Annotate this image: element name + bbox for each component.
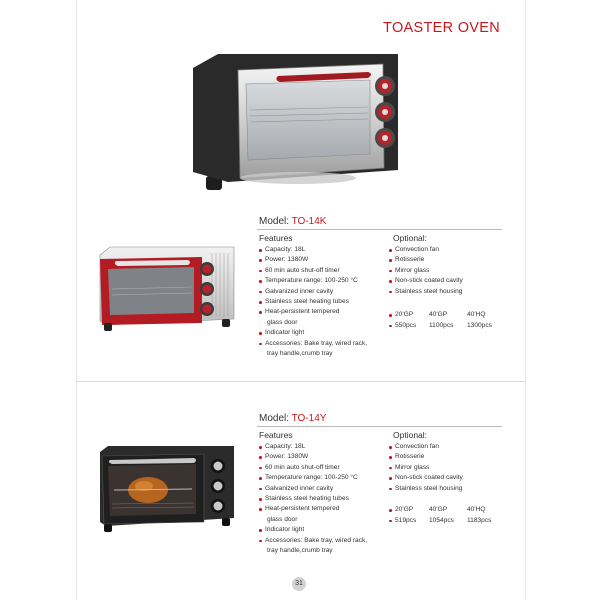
shipping-header: 40'GP [429, 506, 448, 513]
feature-item: Indicator light [259, 525, 389, 535]
optional-list [389, 442, 509, 494]
shipping-header-row [389, 505, 507, 516]
feature-item: Accessories: Bake tray, wired rack, tray handle,crumb tray [259, 536, 389, 557]
feature-item: Stainless steel heating tubes [259, 297, 389, 307]
shipping-table [389, 310, 507, 331]
feature-item: Indicator light [259, 328, 389, 338]
shipping-value: 1100pcs [429, 321, 454, 329]
optional-item: Rotisserie [389, 452, 509, 462]
page-number: 31 [292, 577, 306, 591]
shipping-value: 550pcs [395, 321, 417, 329]
feature-item: Capacity: 18L [259, 245, 389, 255]
feature-item: Accessories: Bake tray, wired rack, tray handle,crumb tray [259, 339, 389, 360]
feature-item: Heat-persistent tempered glass door [259, 504, 389, 525]
feature-item: 60 min auto shut-off timer [259, 266, 389, 276]
feature-item: Power: 1380W [259, 452, 389, 462]
model-code: TO-14Y [291, 413, 327, 424]
optional-list [389, 245, 509, 297]
feature-item: Galvanized inner cavity [259, 484, 389, 494]
features-list [259, 245, 389, 359]
shipping-header: 40'HQ [467, 311, 486, 318]
feature-item: Galvanized inner cavity [259, 287, 389, 297]
model-label: Model: [259, 413, 290, 424]
features-list [259, 442, 389, 556]
shipping-header-row [389, 310, 507, 321]
model-heading [259, 413, 326, 424]
shipping-value: 1054pcs [429, 516, 454, 524]
shipping-header: 40'HQ [467, 506, 486, 513]
feature-item: Stainless steel heating tubes [259, 494, 389, 504]
model-label: Model: [259, 216, 290, 227]
shipping-value: 1300pcs [467, 321, 492, 329]
feature-item: Power: 1380W [259, 255, 389, 265]
optional-heading: Optional: [393, 430, 428, 440]
optional-item: Rotisserie [389, 255, 509, 265]
optional-item: Stainless steel housing [389, 287, 509, 297]
shipping-value: 1183pcs [467, 516, 492, 524]
features-heading: Features [259, 233, 293, 243]
shipping-header: 40'GP [429, 311, 448, 318]
optional-heading: Optional: [393, 233, 428, 243]
features-heading: Features [259, 430, 293, 440]
optional-item: Non-stick coated cavity [389, 473, 509, 483]
optional-item: Non-stick coated cavity [389, 276, 509, 286]
shipping-table [389, 505, 507, 526]
feature-item: Temperature range: 100-250 °C [259, 276, 389, 286]
feature-item: Heat-persistent tempered glass door [259, 307, 389, 328]
page-title: TOASTER OVEN [383, 20, 500, 36]
shipping-value-row [389, 516, 507, 527]
optional-item: Convection fan [389, 442, 509, 452]
optional-item: Convection fan [389, 245, 509, 255]
toaster-oven-large-image [188, 50, 408, 200]
optional-item: Mirror glass [389, 266, 509, 276]
model-heading [259, 216, 326, 227]
shipping-header: 20'GP [395, 311, 414, 318]
toaster-oven-red-image [96, 245, 238, 335]
model-code: TO-14K [291, 216, 327, 227]
shipping-value-row [389, 321, 507, 332]
shipping-header: 20'GP [395, 506, 414, 513]
section-rule [257, 426, 502, 427]
feature-item: 60 min auto shut-off timer [259, 463, 389, 473]
optional-item: Stainless steel housing [389, 484, 509, 494]
feature-item: Capacity: 18L [259, 442, 389, 452]
toaster-oven-black-image [96, 444, 238, 534]
shipping-value: 519pcs [395, 516, 417, 524]
section-divider [76, 381, 526, 382]
feature-item: Temperature range: 100-250 °C [259, 473, 389, 483]
optional-item: Mirror glass [389, 463, 509, 473]
section-rule [257, 229, 502, 230]
